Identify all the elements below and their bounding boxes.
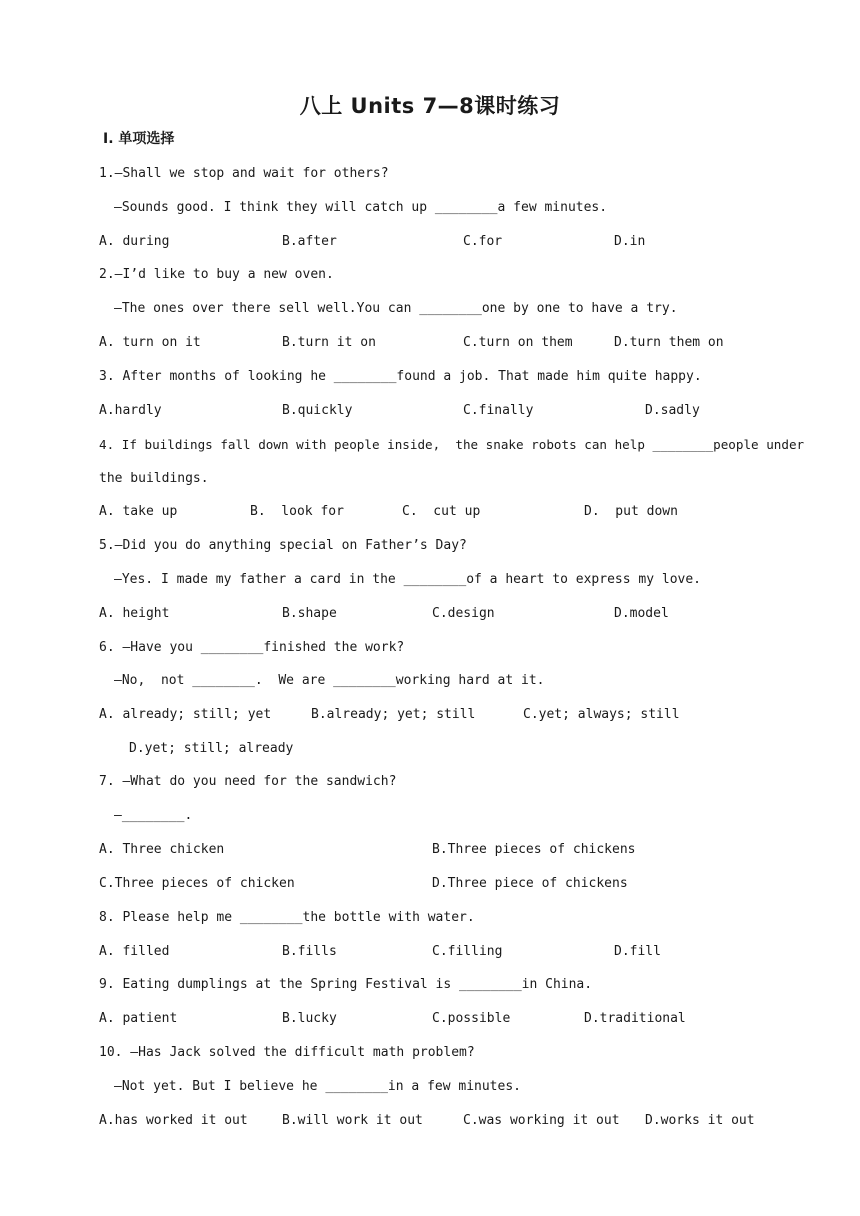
question-1-response: —Sounds good. I think they will catch up ________a few minutes. — [114, 200, 608, 215]
question-4-stem-continued: the buildings. — [99, 471, 209, 486]
question-6-option-c: C.yet; always; still — [523, 707, 680, 722]
question-5-response: —Yes. I made my father a card in the ________of a heart to express my love. — [114, 572, 701, 587]
question-4-option-c: C. cut up — [402, 504, 481, 519]
question-2-option-d: D.turn them on — [614, 335, 724, 350]
question-3-option-c: C.finally — [463, 403, 534, 418]
question-2-option-a: A. turn on it — [99, 335, 201, 350]
question-8-option-b: B.fills — [282, 944, 337, 959]
section-heading: Ⅰ. 单项选择 — [103, 131, 175, 147]
question-8-option-c: C.filling — [432, 944, 503, 959]
question-1-stem: 1.—Shall we stop and wait for others? — [99, 166, 389, 181]
question-5-option-b: B.shape — [282, 606, 337, 621]
question-4-option-d: D. put down — [584, 504, 678, 519]
question-4-option-b: B. look for — [250, 504, 344, 519]
question-10-stem: 10. —Has Jack solved the difficult math problem? — [99, 1045, 475, 1060]
question-6-response: —No, not ________. We are ________working hard at it. — [114, 673, 545, 688]
question-2-option-c: C.turn on them — [463, 335, 573, 350]
question-1-option-d: D.in — [614, 234, 646, 249]
question-6-option-d: D.yet; still; already — [129, 741, 294, 756]
question-7-option-c: C.Three pieces of chicken — [99, 876, 295, 891]
question-8-option-d: D.fill — [614, 944, 661, 959]
question-8-stem: 8. Please help me ________the bottle with water. — [99, 910, 475, 925]
question-2-response: —The ones over there sell well.You can ________one by one to have a try. — [114, 301, 678, 316]
question-9-option-a: A. patient — [99, 1011, 178, 1026]
question-10-option-b: B.will work it out — [282, 1113, 423, 1128]
question-10-option-c: C.was working it out — [463, 1113, 620, 1128]
question-3-stem: 3. After months of looking he ________found a job. That made him quite happy. — [99, 369, 702, 384]
question-4-option-a: A. take up — [99, 504, 178, 519]
question-6-option-a: A. already; still; yet — [99, 707, 272, 722]
question-5-stem: 5.—Did you do anything special on Father’s Day? — [99, 538, 467, 553]
question-7-option-a: A. Three chicken — [99, 842, 225, 857]
question-10-option-d: D.works it out — [645, 1113, 755, 1128]
question-7-response: —________. — [114, 808, 193, 823]
question-9-option-b: B.lucky — [282, 1011, 337, 1026]
question-2-option-b: B.turn it on — [282, 335, 376, 350]
page-title: 八上 Units 7—8课时练习 — [299, 94, 561, 118]
question-1-option-c: C.for — [463, 234, 503, 249]
question-5-option-d: D.model — [614, 606, 669, 621]
question-9-option-c: C.possible — [432, 1011, 511, 1026]
question-9-option-d: D.traditional — [584, 1011, 686, 1026]
question-1-option-a: A. during — [99, 234, 170, 249]
question-8-option-a: A. filled — [99, 944, 170, 959]
question-7-option-b: B.Three pieces of chickens — [432, 842, 636, 857]
question-6-stem: 6. —Have you ________finished the work? — [99, 640, 405, 655]
question-4-stem: 4. If buildings fall down with people inside, the snake robots can help ________people under — [99, 437, 805, 452]
question-5-option-c: C.design — [432, 606, 495, 621]
question-1-option-b: B.after — [282, 234, 337, 249]
question-3-option-a: A.hardly — [99, 403, 162, 418]
question-3-option-b: B.quickly — [282, 403, 353, 418]
question-3-option-d: D.sadly — [645, 403, 700, 418]
question-7-stem: 7. —What do you need for the sandwich? — [99, 774, 397, 789]
question-5-option-a: A. height — [99, 606, 170, 621]
question-9-stem: 9. Eating dumplings at the Spring Festival is ________in China. — [99, 977, 593, 992]
question-7-option-d: D.Three piece of chickens — [432, 876, 628, 891]
question-10-option-a: A.has worked it out — [99, 1113, 248, 1128]
question-6-option-b: B.already; yet; still — [311, 707, 476, 722]
question-10-response: —Not yet. But I believe he ________in a few minutes. — [114, 1079, 521, 1094]
question-2-stem: 2.—I’d like to buy a new oven. — [99, 267, 334, 282]
